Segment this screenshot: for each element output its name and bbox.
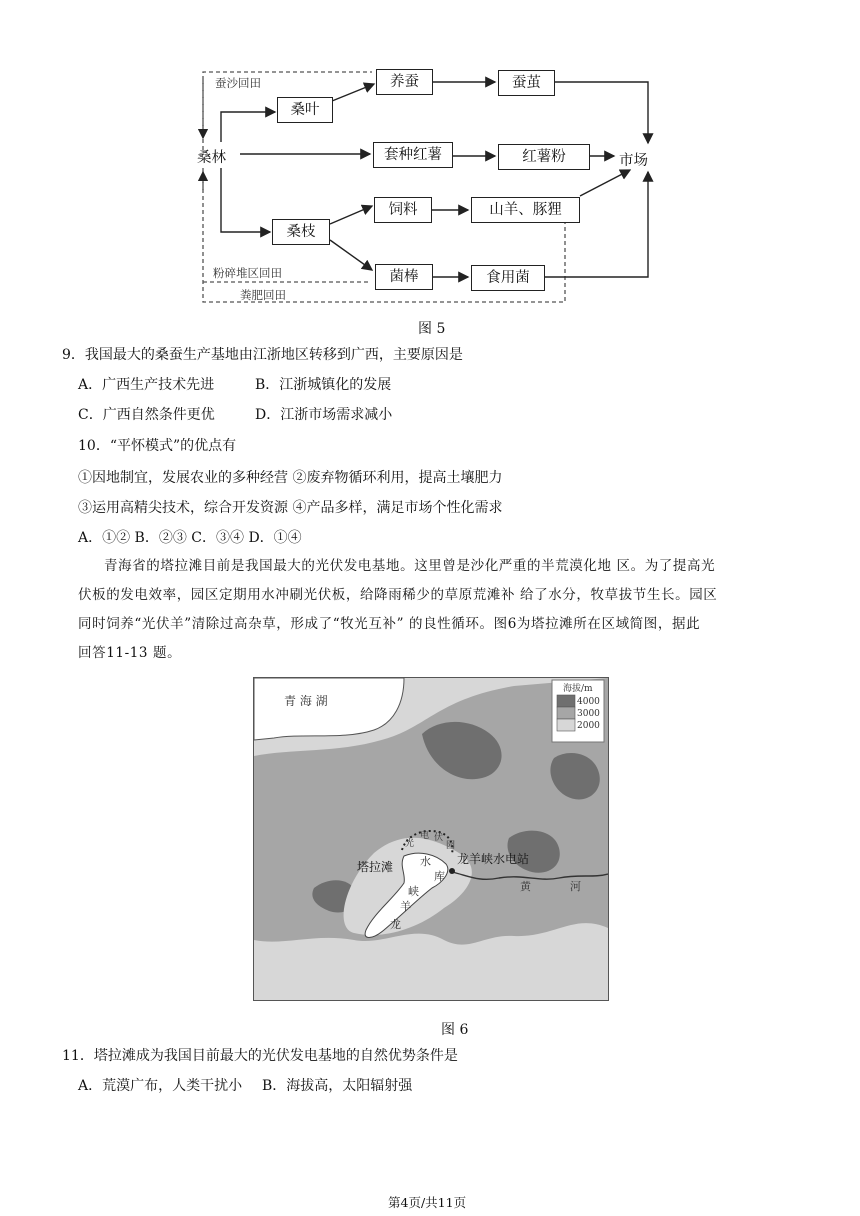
figure5-caption: 图 5 xyxy=(418,321,446,337)
label-fenfei-huitian: 粪肥回田 xyxy=(240,288,286,302)
q9-option-a: A．广西生产技术先进 xyxy=(78,377,215,393)
q10-statements-3-4: ③运用高精尖技术，综合开发资源 ④产品多样，满足市场个性化需求 xyxy=(78,500,503,516)
node-canjian: 蚕茧 xyxy=(498,70,555,96)
reservoir-char-2: 库 xyxy=(434,870,445,883)
node-siliao: 饲料 xyxy=(374,197,432,223)
reservoir-char-1: 水 xyxy=(420,855,431,868)
figure6-map xyxy=(253,677,609,1001)
passage-line-4: 回答11-13 题。 xyxy=(78,645,182,661)
q10-stem: 10．“平怀模式”的优点有 xyxy=(78,438,237,454)
q9-option-b: B．江浙城镇化的发展 xyxy=(255,377,392,393)
passage-line-3: 同时饲养“光伏羊”清除过高杂草，形成了“牧光互补” 的良性循环。图6为塔拉滩所在区域简图，据此 xyxy=(78,616,701,632)
label-cansha-huitian: 蚕沙回田 xyxy=(215,76,261,90)
river-char-1: 黄 xyxy=(520,880,531,893)
node-sanglin: 桑林 xyxy=(197,150,226,166)
pv-char-4: 园 xyxy=(446,841,456,851)
label-fensui-huitian: 粉碎堆区回田 xyxy=(213,266,282,280)
q9-stem: 9．我国最大的桑蚕生产基地由江浙地区转移到广西，主要原因是 xyxy=(62,347,463,363)
pv-char-1: 光 xyxy=(405,839,415,849)
tala-label: 塔拉滩 xyxy=(357,860,394,874)
node-shanyang-tunli: 山羊、豚狸 xyxy=(471,197,580,223)
node-shichang: 市场 xyxy=(619,153,648,169)
legend-level-3000: 3000 xyxy=(577,709,600,719)
node-sangzhi: 桑枝 xyxy=(272,219,330,245)
pv-char-3: 伏 xyxy=(434,833,444,843)
node-junbang: 菌棒 xyxy=(375,264,433,290)
terrain-map xyxy=(254,678,608,1000)
figure6-caption: 图 6 xyxy=(441,1022,469,1038)
q9-option-d: D．江浙市场需求减小 xyxy=(255,407,393,423)
q11-option-a: A．荒漠广布，人类干扰小 xyxy=(78,1078,243,1094)
node-yangcan: 养蚕 xyxy=(376,69,433,95)
legend-level-2000: 2000 xyxy=(577,721,600,731)
page-footer: 第4页/共11页 xyxy=(388,1195,467,1210)
q10-statements-1-2: ①因地制宜，发展农业的多种经营 ②废弃物循环利用，提高土壤肥力 xyxy=(78,470,503,486)
q11-stem: 11．塔拉滩成为我国目前最大的光伏发电基地的自然优势条件是 xyxy=(62,1048,458,1064)
q10-options: A．①② B．②③ C．③④ D．①④ xyxy=(78,530,302,546)
legend-title: 海拔/m xyxy=(563,684,593,694)
reservoir-side-char-2: 羊 xyxy=(400,900,411,913)
node-hongshufen: 红薯粉 xyxy=(498,144,590,170)
lake-label: 青 海 湖 xyxy=(284,694,328,708)
node-shiyongjun: 食用菌 xyxy=(471,265,545,291)
node-taozhong-hongshu: 套种红薯 xyxy=(373,142,453,168)
legend-level-4000: 4000 xyxy=(577,697,600,707)
q9-option-c: C．广西自然条件更优 xyxy=(78,407,215,423)
reservoir-side-char-3: 龙 xyxy=(390,918,401,931)
passage-line-2: 伏板的发电效率，园区定期用水冲刷光伏板，给降雨稀少的草原荒滩补 给了水分，牧草拔节生长。园区 xyxy=(78,587,718,603)
reservoir-side-char-1: 峡 xyxy=(408,885,419,898)
q11-option-b: B．海拔高，太阳辐射强 xyxy=(262,1078,413,1094)
passage-line-1: 青海省的塔拉滩目前是我国最大的光伏发电基地。这里曾是沙化严重的半荒漠化地 区。为了提高光 xyxy=(104,558,716,574)
node-sangye: 桑叶 xyxy=(277,97,333,123)
pv-char-2: 电 xyxy=(420,831,430,841)
river-char-2: 河 xyxy=(570,880,581,893)
station-label: 龙羊峡水电站 xyxy=(457,852,530,866)
